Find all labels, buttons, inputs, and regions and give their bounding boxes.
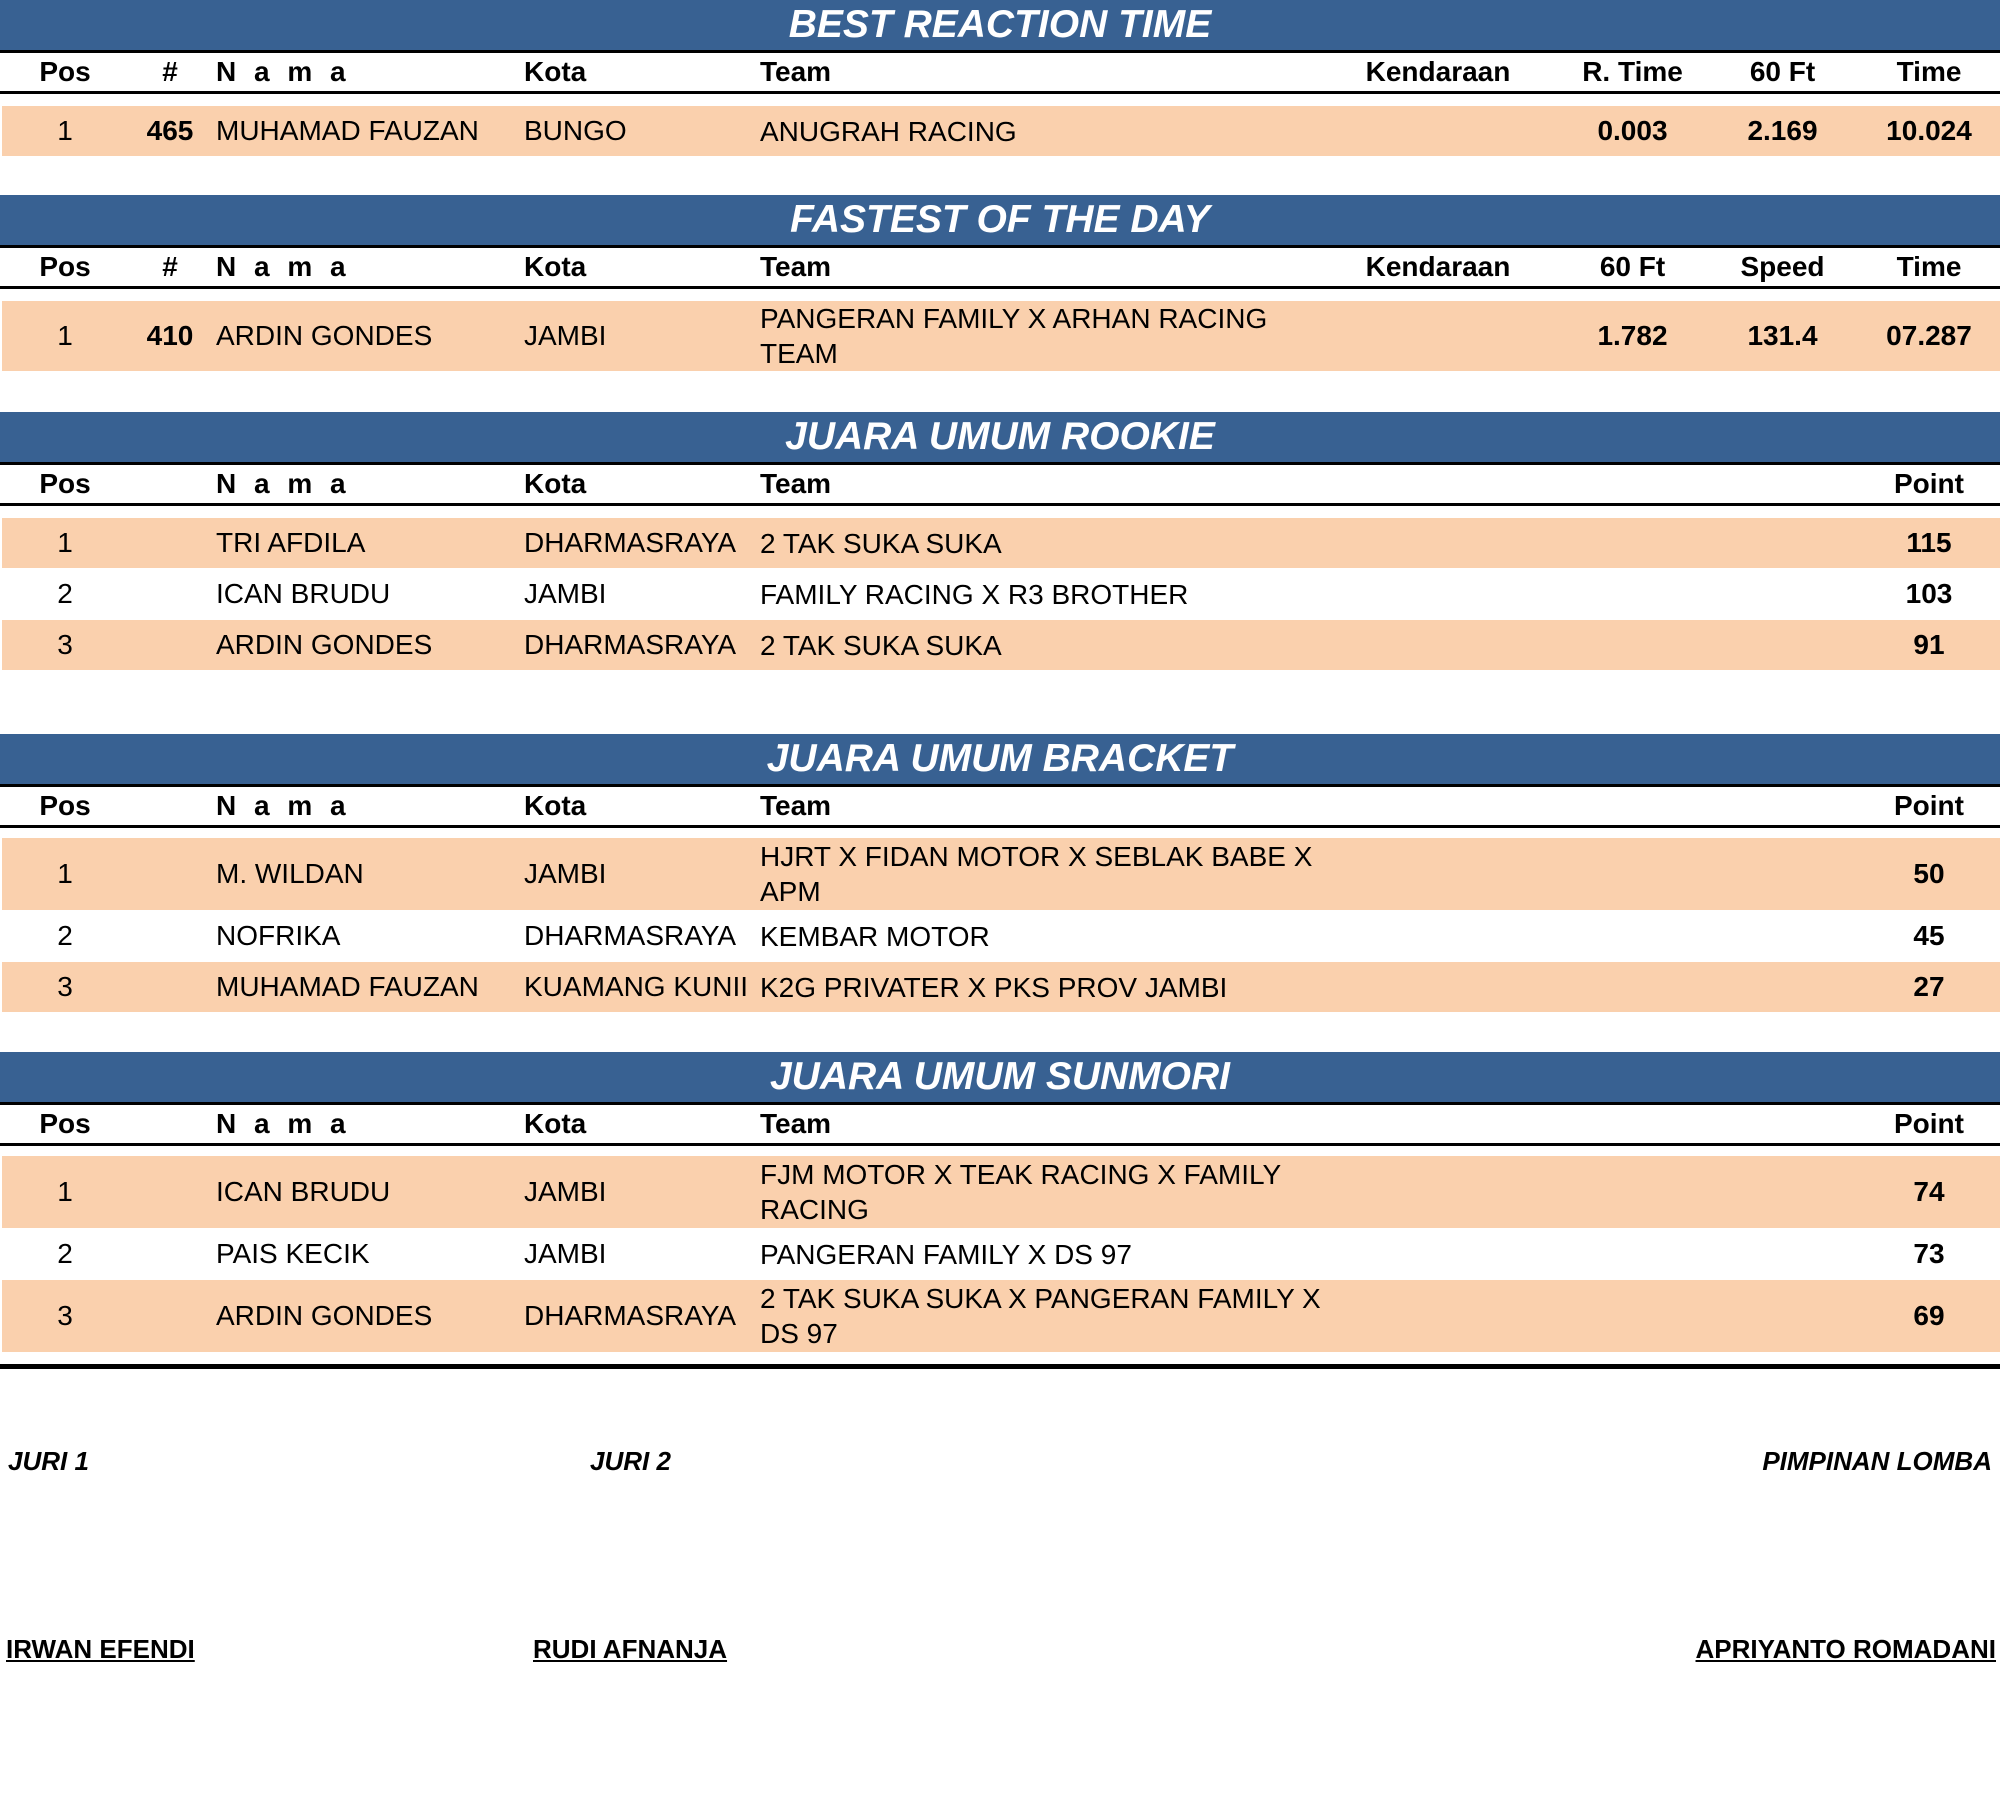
footer-divider bbox=[0, 1364, 2000, 1369]
row-team: FJM MOTOR X TEAK RACING X FAMILY RACING bbox=[760, 1159, 1282, 1225]
header-team: Team bbox=[760, 790, 832, 821]
row-team: 2 TAK SUKA SUKA bbox=[760, 629, 1002, 661]
row-kendaraan bbox=[1358, 301, 1518, 371]
row-kendaraan bbox=[1358, 106, 1518, 156]
row-pos: 1 bbox=[57, 320, 73, 351]
row-kota: BUNGO bbox=[524, 115, 627, 146]
row-nama: ARDIN GONDES bbox=[216, 320, 433, 351]
row-pos: 1 bbox=[57, 527, 73, 558]
row-rtime: 0.003 bbox=[1597, 115, 1668, 146]
row-point: 115 bbox=[1906, 527, 1952, 558]
juara-umum-sunmori-header bbox=[0, 1105, 2000, 1146]
header-point: Point bbox=[1894, 790, 1964, 821]
header-nama: N a m a bbox=[216, 468, 351, 499]
juara-umum-rookie-header bbox=[0, 465, 2000, 506]
table-row bbox=[2, 1156, 2000, 1228]
header-time: Time bbox=[1896, 56, 1962, 87]
best-reaction-time-header bbox=[0, 53, 2000, 94]
row-60ft: 1.782 bbox=[1597, 320, 1668, 351]
juri2-label: JURI 2 bbox=[590, 1446, 671, 1476]
row-pos: 1 bbox=[57, 115, 73, 146]
header-speed: Speed bbox=[1740, 251, 1825, 282]
header-team: Team bbox=[760, 56, 832, 87]
row-point: 27 bbox=[1913, 971, 1945, 1002]
header-60ft: 60 Ft bbox=[1599, 251, 1666, 282]
juara-umum-bracket-section bbox=[0, 734, 2000, 1014]
row-pos: 1 bbox=[57, 1176, 73, 1207]
header-team: Team bbox=[760, 251, 832, 282]
header-pos: Pos bbox=[39, 56, 91, 87]
header-kota: Kota bbox=[524, 251, 587, 282]
header-pos: Pos bbox=[39, 468, 91, 499]
table-row bbox=[2, 106, 2000, 156]
row-time: 10.024 bbox=[1886, 115, 1972, 146]
row-60ft: 2.169 bbox=[1747, 115, 1818, 146]
table-row bbox=[2, 569, 2000, 619]
table-row bbox=[2, 838, 2000, 910]
header-nama: N a m a bbox=[216, 1108, 351, 1139]
row-time: 07.287 bbox=[1886, 320, 1972, 351]
row-kota: JAMBI bbox=[524, 578, 607, 609]
row-pos: 1 bbox=[57, 858, 73, 889]
row-team: 2 TAK SUKA SUKA X PANGERAN FAMILY X DS 97 bbox=[760, 1283, 1321, 1349]
best-reaction-time-title: BEST REACTION TIME bbox=[0, 0, 2000, 53]
juara-umum-bracket-header bbox=[0, 787, 2000, 828]
header-kota: Kota bbox=[524, 790, 587, 821]
row-nama: TRI AFDILA bbox=[216, 527, 366, 558]
row-speed: 131.4 bbox=[1747, 320, 1818, 351]
row-point: 50 bbox=[1913, 858, 1945, 889]
row-team: HJRT X FIDAN MOTOR X SEBLAK BABE X APM bbox=[760, 841, 1313, 907]
table-row bbox=[2, 911, 2000, 961]
row-kota: JAMBI bbox=[524, 1176, 607, 1207]
row-nama: ARDIN GONDES bbox=[216, 1300, 433, 1331]
row-team: FAMILY RACING X R3 BROTHER bbox=[760, 578, 1189, 610]
row-nama: ICAN BRUDU bbox=[216, 578, 391, 609]
row-team: PANGERAN FAMILY X DS 97 bbox=[760, 1238, 1132, 1270]
fastest-of-the-day-title: FASTEST OF THE DAY bbox=[0, 195, 2000, 248]
table-row bbox=[2, 301, 2000, 371]
header-pos: Pos bbox=[39, 1108, 91, 1139]
header-time: Time bbox=[1896, 251, 1962, 282]
header-number: # bbox=[162, 251, 178, 282]
row-team: KEMBAR MOTOR bbox=[760, 920, 990, 952]
row-kota: JAMBI bbox=[524, 1238, 607, 1269]
row-kota: JAMBI bbox=[524, 320, 607, 351]
table-row bbox=[2, 518, 2000, 568]
header-pos: Pos bbox=[39, 251, 91, 282]
header-point: Point bbox=[1894, 1108, 1964, 1139]
row-nama: ICAN BRUDU bbox=[216, 1176, 391, 1207]
row-pos: 3 bbox=[57, 1300, 73, 1331]
row-pos: 2 bbox=[57, 1238, 73, 1269]
header-nama: N a m a bbox=[216, 790, 351, 821]
juara-umum-rookie-section bbox=[0, 412, 2000, 672]
row-kota: DHARMASRAYA bbox=[524, 527, 737, 558]
row-kota: DHARMASRAYA bbox=[524, 629, 737, 660]
row-number: 465 bbox=[146, 115, 194, 146]
juri1-label: JURI 1 bbox=[8, 1446, 89, 1476]
header-number: # bbox=[162, 56, 178, 87]
juara-umum-bracket-title: JUARA UMUM BRACKET bbox=[0, 734, 2000, 787]
row-nama: MUHAMAD FAUZAN bbox=[216, 971, 479, 1002]
row-pos: 2 bbox=[57, 920, 73, 951]
header-rtime: R. Time bbox=[1582, 56, 1683, 87]
table-row bbox=[2, 962, 2000, 1012]
row-team: PANGERAN FAMILY X ARHAN RACING TEAM bbox=[760, 303, 1268, 369]
row-pos: 3 bbox=[57, 629, 73, 660]
juri1-name: IRWAN EFENDI bbox=[6, 1634, 195, 1664]
header-kota: Kota bbox=[524, 1108, 587, 1139]
fastest-of-the-day-section bbox=[0, 195, 2000, 375]
juara-umum-sunmori-section bbox=[0, 1052, 2000, 1352]
header-60ft: 60 Ft bbox=[1749, 56, 1816, 87]
row-point: 45 bbox=[1913, 920, 1945, 951]
header-pos: Pos bbox=[39, 790, 91, 821]
row-nama: ARDIN GONDES bbox=[216, 629, 433, 660]
row-nama: M. WILDAN bbox=[216, 858, 364, 889]
best-reaction-time-section bbox=[0, 0, 2000, 160]
header-kendaraan: Kendaraan bbox=[1365, 56, 1511, 87]
pimpinan-lomba-label: PIMPINAN LOMBA bbox=[1762, 1446, 1992, 1476]
row-point: 69 bbox=[1913, 1300, 1945, 1331]
row-kota: DHARMASRAYA bbox=[524, 920, 737, 951]
fastest-of-the-day-header bbox=[0, 248, 2000, 289]
row-kota: JAMBI bbox=[524, 858, 607, 889]
header-kota: Kota bbox=[524, 468, 587, 499]
row-team: K2G PRIVATER X PKS PROV JAMBI bbox=[760, 971, 1228, 1003]
row-pos: 3 bbox=[57, 971, 73, 1002]
row-point: 74 bbox=[1913, 1176, 1945, 1207]
table-row bbox=[2, 620, 2000, 670]
table-row bbox=[2, 1280, 2000, 1352]
row-kota: DHARMASRAYA bbox=[524, 1300, 737, 1331]
row-number: 410 bbox=[146, 320, 194, 351]
header-nama: N a m a bbox=[216, 56, 351, 87]
header-team: Team bbox=[760, 1108, 832, 1139]
juara-umum-rookie-title: JUARA UMUM ROOKIE bbox=[0, 412, 2000, 465]
row-point: 91 bbox=[1913, 629, 1945, 660]
header-point: Point bbox=[1894, 468, 1964, 499]
juara-umum-sunmori-title: JUARA UMUM SUNMORI bbox=[0, 1052, 2000, 1105]
header-team: Team bbox=[760, 468, 832, 499]
row-point: 73 bbox=[1913, 1238, 1945, 1269]
row-team: 2 TAK SUKA SUKA bbox=[760, 527, 1002, 559]
row-team: ANUGRAH RACING bbox=[760, 115, 1017, 147]
row-nama: PAIS KECIK bbox=[216, 1238, 370, 1269]
row-nama: MUHAMAD FAUZAN bbox=[216, 115, 479, 146]
row-point: 103 bbox=[1905, 578, 1953, 609]
pimpinan-lomba-name: APRIYANTO ROMADANI bbox=[1695, 1634, 1996, 1664]
table-row bbox=[2, 1229, 2000, 1279]
row-kota: KUAMANG KUNII bbox=[524, 971, 749, 1002]
row-nama: NOFRIKA bbox=[216, 920, 341, 951]
header-kendaraan: Kendaraan bbox=[1365, 251, 1511, 282]
header-nama: N a m a bbox=[216, 251, 351, 282]
header-kota: Kota bbox=[524, 56, 587, 87]
row-pos: 2 bbox=[57, 578, 73, 609]
juri2-name: RUDI AFNANJA bbox=[533, 1634, 728, 1664]
